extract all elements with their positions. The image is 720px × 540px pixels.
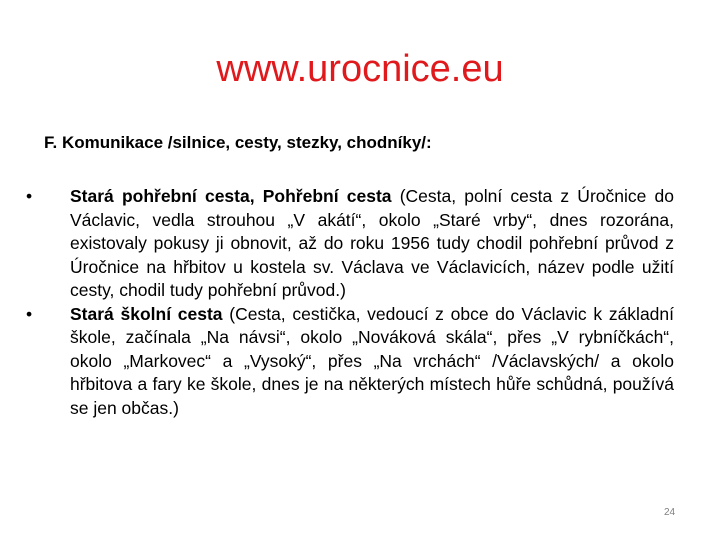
list-item (26, 185, 674, 303)
bullet-list (26, 185, 674, 420)
page-number: 24 (664, 507, 676, 518)
list-item (26, 303, 674, 421)
list-item-title: Stará školní cesta (70, 303, 223, 324)
list-item-title: Stará pohřební cesta, Pohřební cesta (70, 186, 392, 206)
page-title: www.urocnice.eu (216, 48, 504, 90)
bullet-icon: • (26, 186, 33, 206)
list-item-text: (Cesta, polní cesta z Úročnice do Václavic, vedla strouhou „V akátí“, okolo „Staré vrby“, dnes rozorána, existovaly pokusy ji obnovit, až do roku 1956 tudy chodil pohřební průvod z Úročnice na hřbitov u kostela sv. Václava ve Václavicích, název podle užití cesty, chodil tudy pohřební průvod.) (70, 186, 674, 300)
section-heading: F. Komunikace /silnice, cesty, stezky, chodníky/: (44, 133, 432, 152)
bullet-icon: • (26, 303, 33, 324)
list-item-text: (Cesta, cestička, vedoucí z obce do Václavic k základní škole, začínala „Na návsi“, okolo „Nováková skála“, přes „V rybníčkách“, okolo „Markovec“ a „Vysoký“, přes „Na vrchách“ /Václavských/ a okolo hřbitova a fary ke škole, dnes je na některých místech hůře schůdná, používá se jen občas.) (70, 303, 675, 418)
